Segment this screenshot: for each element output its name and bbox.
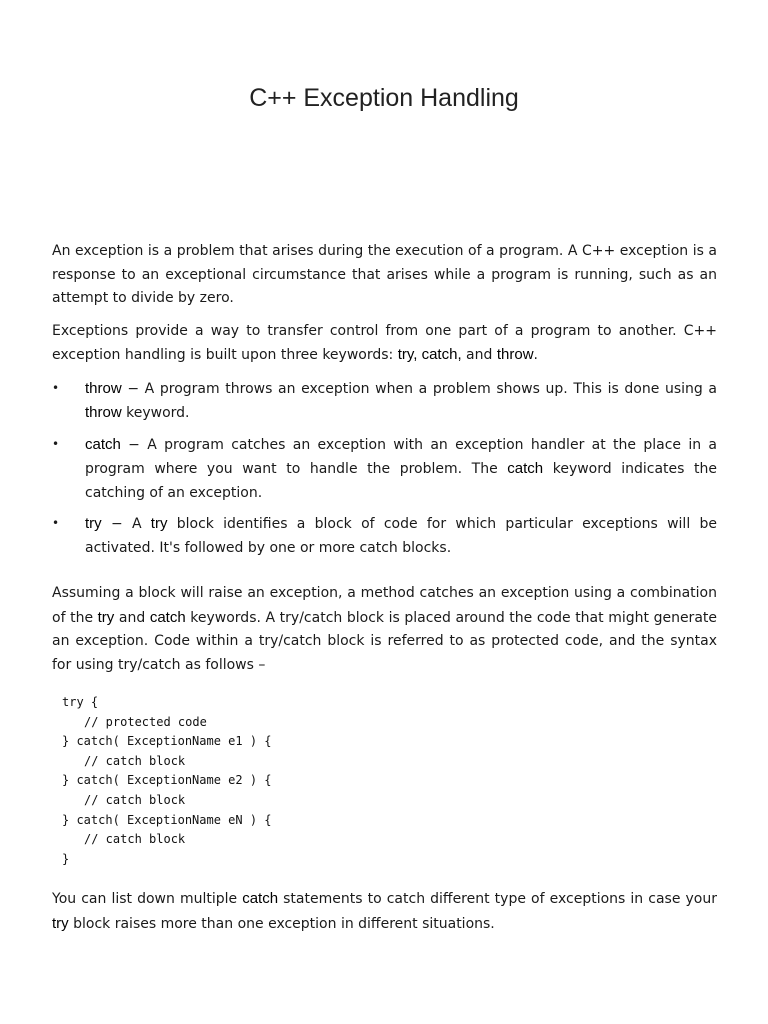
- page-title: C++ Exception Handling: [249, 84, 519, 112]
- intro-text: Exceptions provide a way to transfer control from one part of a program to another. C++ exception handling is built upon three keywords:: [52, 322, 717, 363]
- code-line: // catch block: [84, 832, 186, 847]
- intro-paragraph-1: An exception is a problem that arises during the execution of a program. A C++ exception is a response to an exceptional circumstance that arises while a program is running, such as an attempt to divide by zero.: [52, 243, 717, 306]
- keyword-name: try: [85, 515, 102, 532]
- code-line: } catch( ExceptionName e2 ) {: [62, 773, 272, 788]
- keyword-desc: − A program catches an exception with an exception handler at the place in a program where you want to handle the problem. The: [85, 436, 717, 477]
- keyword-try: try: [97, 608, 115, 626]
- code-line: // catch block: [84, 753, 186, 768]
- closing-text-3: block raises more than one exception in different situations.: [68, 915, 495, 932]
- list-item-throw: [52, 377, 717, 426]
- bullet-icon: •: [52, 436, 60, 451]
- code-line: }: [62, 851, 70, 866]
- intro-paragraph-2: [52, 320, 717, 368]
- code-line: // protected code: [84, 714, 207, 729]
- keyword-desc-end: keyword.: [121, 405, 190, 421]
- keyword-catch: catch: [149, 608, 186, 626]
- keyword-name: catch: [85, 435, 121, 453]
- keyword-catch: catch: [242, 890, 279, 908]
- syntax-text-3: keywords. A try/catch block is placed around the code that might generate an exception. Code within a try/catch block is referred to as protected code, and the syntax for using try/catch as follows –: [52, 609, 717, 673]
- list-item-catch: [52, 433, 717, 506]
- code-line: // catch block: [84, 792, 186, 807]
- syntax-text-2: and: [114, 609, 150, 626]
- code-line: try {: [62, 695, 99, 709]
- keyword-throw: throw: [496, 346, 534, 363]
- closing-text-2: statements to catch different type of exceptions in case your: [278, 891, 717, 908]
- keyword-inline: throw: [85, 404, 122, 421]
- keyword-list: [52, 377, 717, 561]
- list-item-try: [52, 512, 717, 560]
- bullet-icon: •: [52, 516, 60, 530]
- code-line: } catch( ExceptionName eN ) {: [62, 812, 272, 827]
- bullet-icon: •: [52, 380, 60, 395]
- syntax-paragraph: [52, 582, 717, 677]
- keyword-desc: − A program throws an exception when a problem shows up. This is done using a: [121, 380, 717, 397]
- keyword-desc-end: block identifies a block of code for which particular exceptions will be activated. It's followed by one or more catch blocks.: [85, 516, 717, 556]
- keyword-name: throw: [85, 379, 122, 397]
- keyword-inline: catch: [507, 460, 544, 477]
- code-block: [62, 693, 717, 869]
- keyword-desc-end: keyword indicates the catching of an exception.: [85, 461, 717, 501]
- intro-period: .: [533, 347, 538, 363]
- syntax-text-1: Assuming a block will raise an exception, a method catches an exception using a combination of the: [52, 585, 717, 626]
- article-body: [52, 240, 717, 945]
- keyword-try-catch: try, catch,: [397, 346, 462, 363]
- code-line: } catch( ExceptionName e1 ) {: [62, 734, 272, 749]
- keyword-try: try: [52, 914, 69, 932]
- closing-text-1: You can list down multiple: [52, 891, 243, 908]
- intro-and: and: [461, 347, 497, 363]
- keyword-inline: try: [150, 515, 168, 532]
- closing-paragraph: [52, 887, 717, 936]
- keyword-desc: − A: [101, 516, 151, 532]
